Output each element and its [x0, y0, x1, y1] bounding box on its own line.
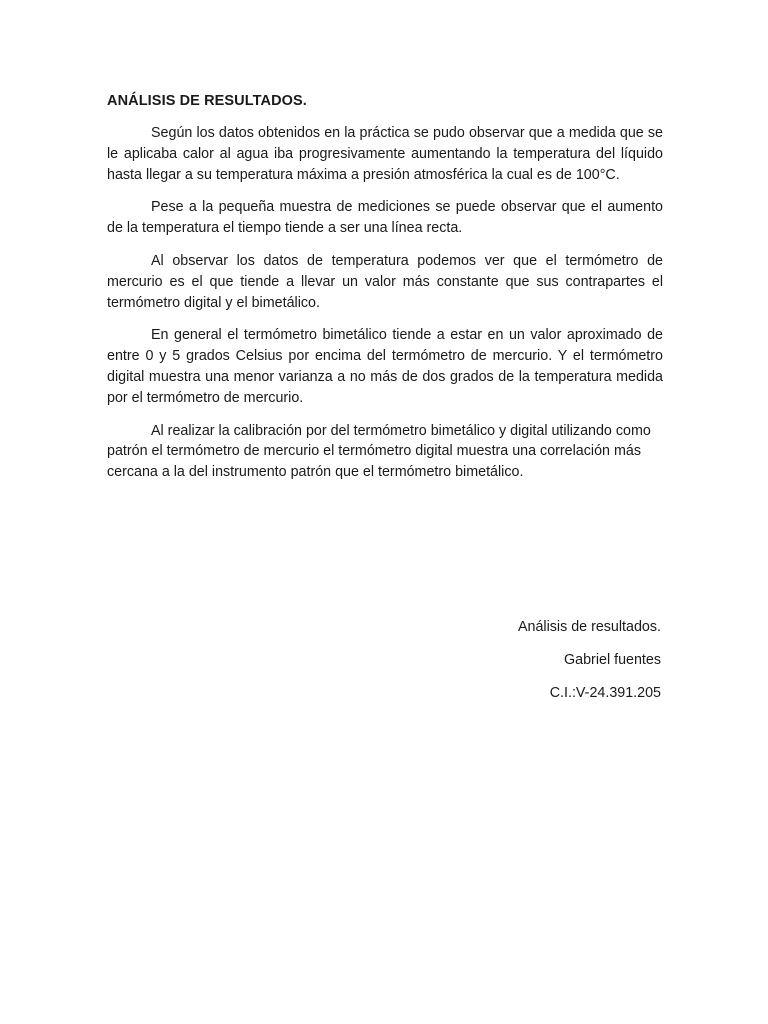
paragraph-5: Al realizar la calibración por del termómetro bimetálico y digital utilizando como patrón el termómetro de mercurio el termómetro digital muestra una correlación más cercana a la del instrumento patrón que el termómetro bimetálico. — [107, 422, 651, 481]
signature-id: C.I.:V-24.391.205 — [549, 685, 661, 701]
signature-author: Gabriel fuentes — [564, 652, 661, 668]
signature-block — [518, 617, 661, 716]
paragraph-1: Según los datos obtenidos en la práctica se pudo observar que a medida que se le aplicaba calor al agua iba progresivamente aumentando la temperatura del líquido hasta llegar a su temperatura máxima a presión atmosférica la cual es de 100°C. — [107, 125, 663, 183]
document-body — [107, 91, 663, 495]
signature-title: Análisis de resultados. — [517, 619, 661, 635]
paragraph-2: Pese a la pequeña muestra de mediciones se puede observar que el aumento de la temperatura el tiempo tiende a ser una línea recta. — [107, 199, 663, 237]
paragraph-4: En general el termómetro bimetálico tiende a estar en un valor aproximado de entre 0 y 5 grados Celsius por encima del termómetro de mercurio. Y el termómetro digital muestra una menor varianza a no más de dos grados de la temperatura medida por el termómetro de mercurio. — [107, 327, 663, 406]
paragraph-3: Al observar los datos de temperatura podemos ver que el termómetro de mercurio es el que tiende a llevar un valor más constante que sus contrapartes el termómetro digital y el bimetálico. — [107, 252, 663, 311]
section-heading: ANÁLISIS DE RESULTADOS. — [107, 93, 307, 109]
